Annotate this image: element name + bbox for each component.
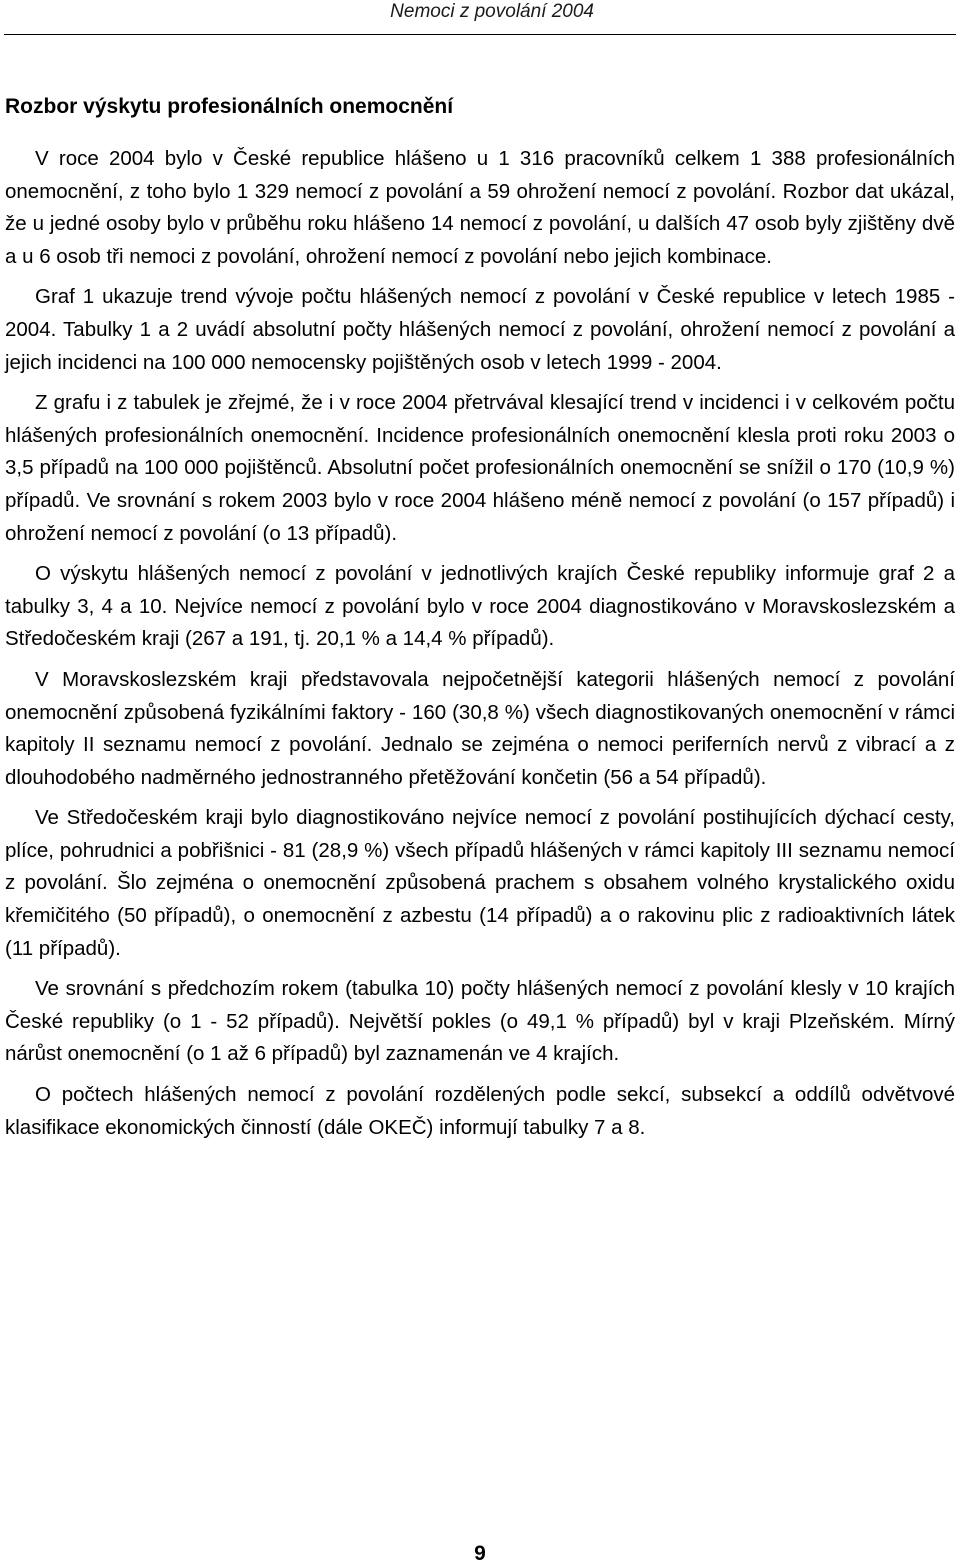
running-header: Nemoci z povolání 2004 — [390, 1, 594, 22]
paragraph-moravian-silesian: V Moravskoslezském kraji představovala nejpočetnější kategorii hlášených nemocí z povolání onemocnění způsobená fyzikálními faktory - 160 (30,8 %) všech diagnostikovaných onemocnění v rámci kapitoly II seznamu nemocí z povolání. Jednalo se zejména o nemoci periferních nervů z vibrací a z dlouhodobého nadměrného jednostranného přetěžování končetin (56 a 54 případů). — [5, 667, 955, 789]
paragraph-okec-classification: O počtech hlášených nemocí z povolání rozdělených podle sekcí, subsekcí a oddílů odvětvové klasifikace ekonomických činností (dále OKEČ) informují tabulky 7 a 8. — [5, 1083, 955, 1139]
section-title: Rozbor výskytu profesionálních onemocnění — [5, 95, 454, 118]
header-rule — [4, 34, 956, 35]
paragraph-year-comparison: Ve srovnání s předchozím rokem (tabulka 10) počty hlášených nemocí z povolání klesly v 10 krajích České republiky (o 1 - 52 případů). Největší pokles (o 49,1 % případů) byl v kraji Plzeňském. Mírný nárůst onemocnění (o 1 až 6 případů) byl zaznamenán ve 4 krajích. — [5, 977, 955, 1066]
paragraph-declining-trend: Z grafu i z tabulek je zřejmé, že i v roce 2004 přetrvával klesající trend v incidenci i v celkovém počtu hlášených profesionálních onemocnění. Incidence profesionálních onemocnění klesla proti roku 2003 o 3,5 případů na 100 000 pojištěnců. Absolutní počet profesionálních onemocnění se snížil o 170 (10,9 %) případů. Ve srovnání s rokem 2003 bylo v roce 2004 hlášeno méně nemocí z povolání (o 157 případů) i ohrožení nemocí z povolání (o 13 případů). — [5, 391, 955, 545]
paragraph-occurrence-summary: V roce 2004 bylo v České republice hlášeno u 1 316 pracovníků celkem 1 388 profesionálních onemocnění, z toho bylo 1 329 nemocí z povolání a 59 ohrožení nemocí z povolání. Rozbor dat ukázal, že u jedné osoby bylo v průběhu roku hlášeno 14 nemocí z povolání, u dalších 47 osob byly zjištěny dvě a u 6 osob tři nemoci z povolání, ohrožení nemocí z povolání nebo jejich kombinace. — [5, 147, 955, 268]
paragraph-regions: O výskytu hlášených nemocí z povolání v jednotlivých krajích České republiky informuje graf 2 a tabulky 3, 4 a 10. Nejvíce nemocí z povolání bylo v roce 2004 diagnostikováno v Moravskoslezském a Středočeském kraji (267 a 191, tj. 20,1 % a 14,4 % případů). — [5, 562, 955, 651]
paragraph-trend-graph: Graf 1 ukazuje trend vývoje počtu hlášených nemocí z povolání v České republice v letech 1985 - 2004. Tabulky 1 a 2 uvádí absolutní počty hlášených nemocí z povolání, ohrožení nemocí z povolání a jejich incidenci na 100 000 nemocensky pojištěných osob v letech 1999 - 2004. — [5, 285, 955, 374]
paragraph-central-bohemian: Ve Středočeském kraji bylo diagnostikováno nejvíce nemocí z povolání postihujících dýchací cesty, plíce, pohrudnici a pobřišnici - 81 (28,9 %) všech případů hlášených v rámci kapitoly III seznamu nemocí z povolání. Šlo zejména o onemocnění způsobená prachem s obsahem volného krystalického oxidu křemičitého (50 případů), o onemocnění z azbestu (14 případů) a o rakovinu plic z radioaktivních látek (11 případů). — [5, 806, 955, 960]
body-text — [5, 143, 955, 1152]
page-number: 9 — [474, 1542, 486, 1565]
